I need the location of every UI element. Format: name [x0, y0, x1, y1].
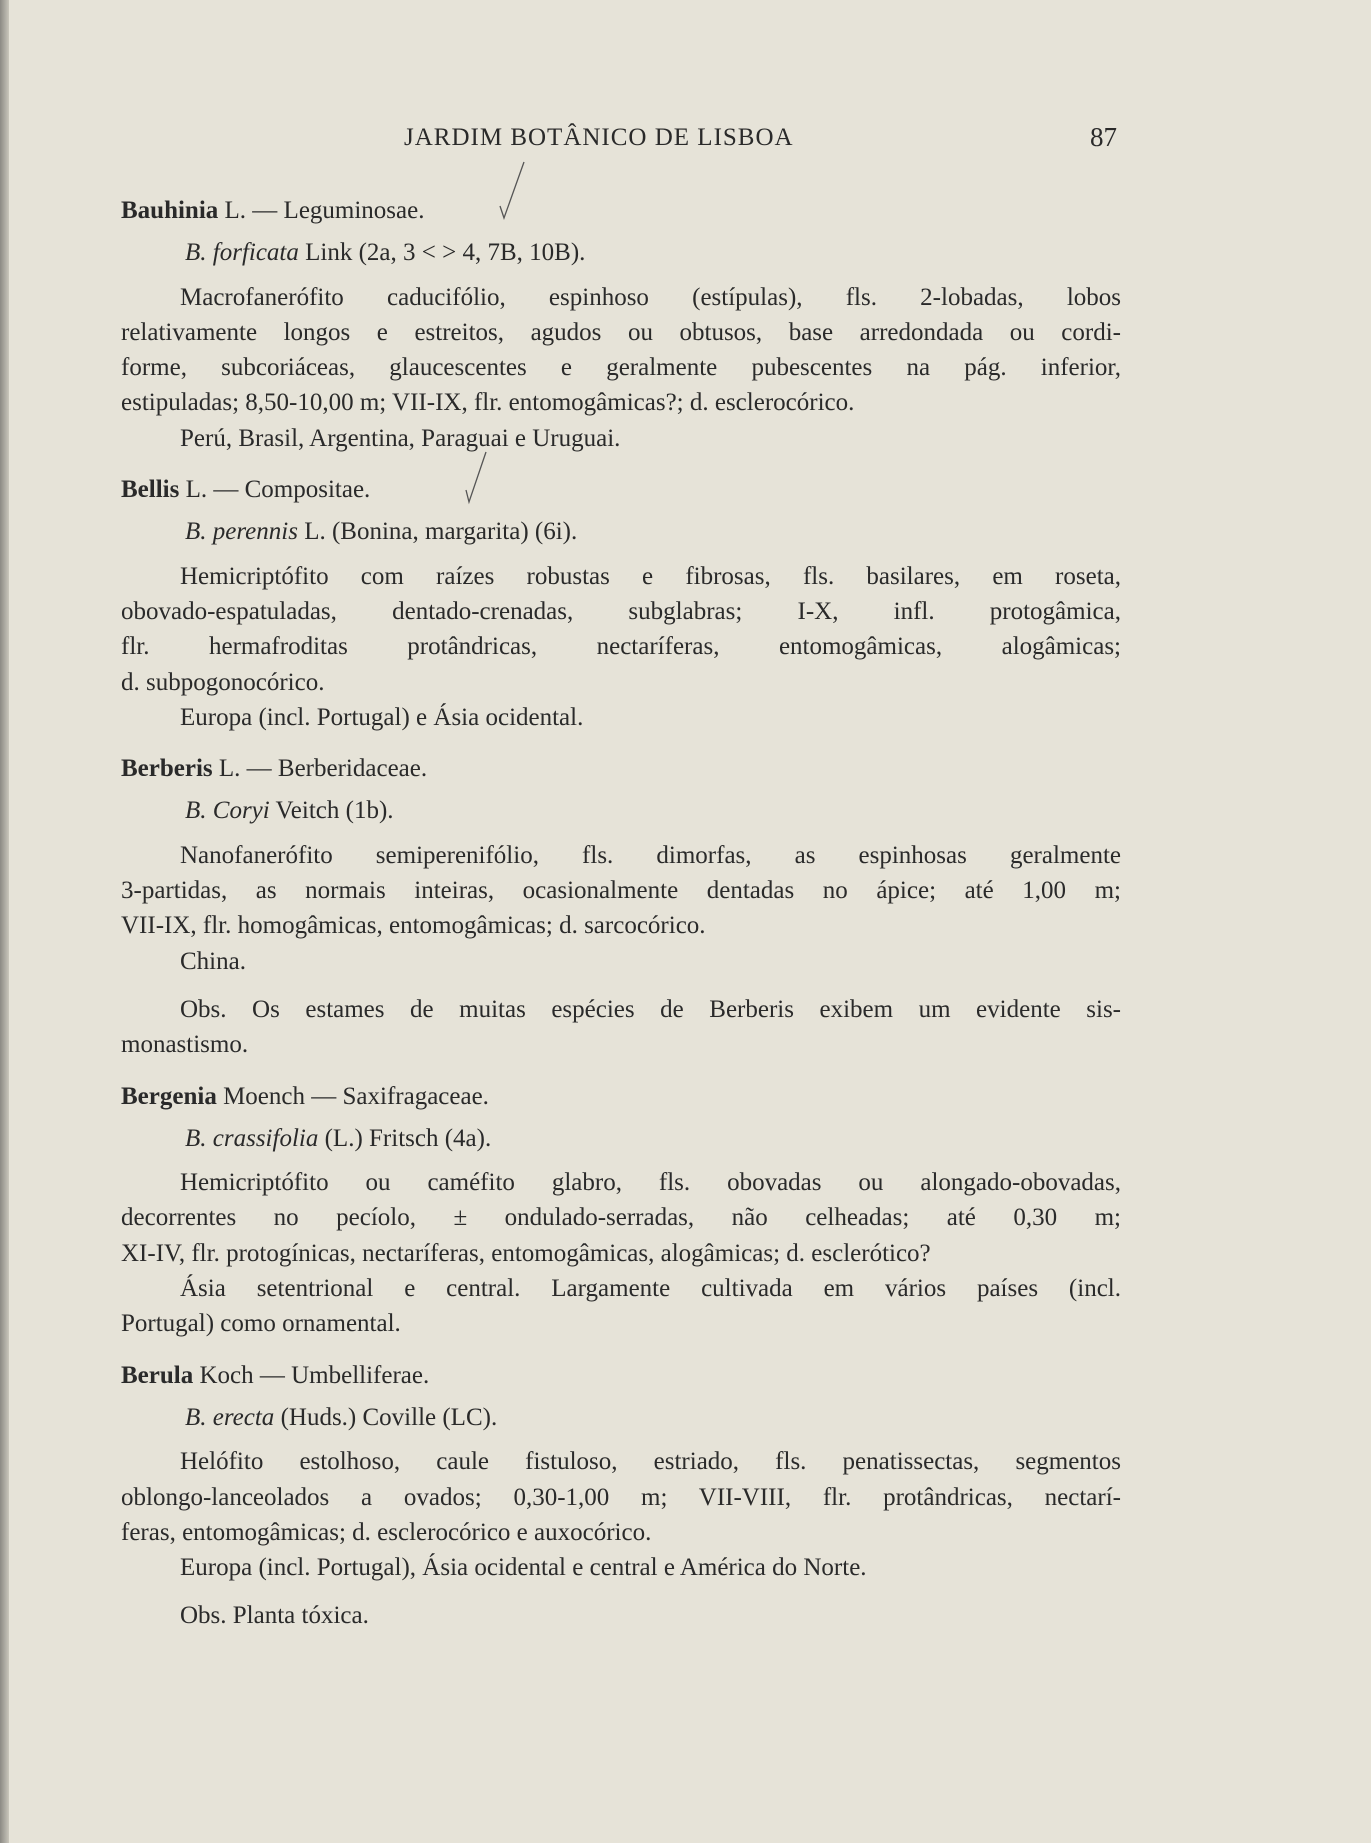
observation-paragraph — [121, 992, 1121, 1063]
text-line: flr. hermafroditas protândricas, nectaríferas, entomogâmicas, alogâmicas; — [121, 633, 1121, 661]
header-title: JARDIM BOTÂNICO DE LISBOA — [404, 124, 794, 151]
text-line: Nanofanerófito semiperenifólio, fls. dimorfas, as espinhosas geralmente — [180, 841, 1121, 869]
genus-name: Berberis — [121, 755, 213, 783]
description-paragraph — [121, 559, 1121, 700]
species-heading — [121, 793, 1121, 828]
text-line: Europa (incl. Portugal), Ásia ocidental e central e América do Norte. — [180, 1554, 867, 1582]
species-heading — [121, 514, 1121, 549]
text-line: relativamente longos e estreitos, agudos ou obtusos, base arredondada ou cordi- — [121, 318, 1121, 346]
text-line: Europa (incl. Portugal) e Ásia ocidental. — [180, 703, 584, 731]
genus-author-family: Koch — Umbelliferae. — [193, 1361, 430, 1389]
observation-paragraph — [121, 1598, 1121, 1633]
description-paragraph — [121, 1271, 1121, 1342]
description-paragraph — [121, 944, 1121, 979]
description-paragraph — [121, 1444, 1121, 1550]
text-line: Macrofanerófito caducifólio, espinhoso (estípulas), fls. 2-lobadas, lobos — [180, 283, 1121, 311]
species-authority: (L.) Fritsch (4a). — [318, 1124, 492, 1152]
text-line: d. subpogonocórico. — [121, 668, 325, 696]
species-name: B. crassifolia — [185, 1124, 319, 1152]
text-line: Hemicriptófito ou caméfito glabro, fls. obovadas ou alongado-obovadas, — [180, 1169, 1121, 1197]
species-name: B. perennis — [185, 518, 298, 546]
page-number: 87 — [1090, 122, 1117, 152]
description-paragraph — [121, 1165, 1121, 1271]
genus-heading — [121, 193, 1121, 228]
text-line: XI-IV, flr. protogínicas, nectaríferas, entomogâmicas, alogâmicas; d. esclerótico? — [121, 1239, 931, 1267]
species-name: B. erecta — [185, 1403, 275, 1431]
text-line: China. — [180, 947, 246, 975]
description-paragraph — [121, 838, 1121, 944]
genus-entry — [121, 193, 1121, 456]
species-heading — [121, 235, 1121, 270]
description-paragraph — [121, 1550, 1121, 1585]
species-name: B. forficata — [185, 239, 299, 267]
species-heading — [121, 1121, 1121, 1156]
genus-author-family: L. — Berberidaceae. — [212, 755, 428, 783]
text-line: Hemicriptófito com raízes robustas e fibrosas, fls. basilares, em roseta, — [180, 562, 1121, 590]
genus-entry — [121, 1358, 1121, 1634]
species-authority: Link (2a, 3 < > 4, 7B, 10B). — [298, 239, 586, 267]
genus-entry — [121, 1079, 1121, 1342]
species-authority: (Huds.) Coville (LC). — [274, 1403, 498, 1431]
genus-heading — [121, 751, 1121, 786]
text-line: 3-partidas, as normais inteiras, ocasionalmente dentadas no ápice; até 1,00 m; — [121, 877, 1121, 905]
genus-author-family: L. — Compositae. — [179, 476, 371, 504]
text-line: estipuladas; 8,50-10,00 m; VII-IX, flr. entomogâmicas?; d. esclerocórico. — [121, 389, 855, 417]
text-line: Portugal) como ornamental. — [121, 1310, 401, 1338]
species-name: B. Coryi — [185, 797, 270, 825]
running-header — [0, 120, 1371, 155]
text-line: Ásia setentrional e central. Largamente cultivada em vários países (incl. — [180, 1275, 1121, 1303]
text-line: Obs. Planta tóxica. — [180, 1602, 369, 1630]
text-line: forme, subcoriáceas, glaucescentes e geralmente pubescentes na pág. inferior, — [121, 354, 1121, 382]
genus-heading — [121, 1358, 1121, 1393]
genus-name: Bauhinia — [121, 197, 219, 224]
species-authority: L. (Bonina, margarita) (6i). — [297, 518, 578, 546]
text-line: feras, entomogâmicas; d. esclerocórico e auxocórico. — [121, 1518, 652, 1546]
species-heading — [121, 1400, 1121, 1435]
description-paragraph — [121, 421, 1121, 456]
genus-entry — [121, 472, 1121, 735]
genus-name: Berula — [121, 1361, 194, 1389]
description-paragraph — [121, 280, 1121, 421]
genus-entry — [121, 751, 1121, 1062]
genus-author-family: L. — Leguminosae. — [218, 197, 425, 224]
genus-author-family: Moench — Saxifragaceae. — [216, 1082, 489, 1110]
genus-heading — [121, 472, 1121, 507]
text-line: Helófito estolhoso, caule fistuloso, estriado, fls. penatissectas, segmentos — [180, 1448, 1121, 1476]
description-paragraph — [121, 700, 1121, 735]
text-line: Obs. Os estames de muitas espécies de Berberis exibem um evidente sis- — [180, 995, 1121, 1023]
genus-name: Bergenia — [121, 1082, 217, 1110]
species-authority: Veitch (1b). — [269, 797, 394, 825]
text-line: Perú, Brasil, Argentina, Paraguai e Uruguai. — [180, 424, 621, 452]
genus-heading — [121, 1079, 1121, 1114]
text-line: monastismo. — [121, 1031, 249, 1059]
scan-edge — [0, 0, 9, 1843]
text-line: VII-IX, flr. homogâmicas, entomogâmicas; d. sarcocórico. — [121, 912, 706, 940]
document-body — [121, 193, 1121, 1634]
genus-name: Bellis — [121, 476, 180, 504]
text-line: oblongo-lanceolados a ovados; 0,30-1,00 m; VII-VIII, flr. protândricas, nectarí- — [121, 1483, 1121, 1511]
text-line: obovado-espatuladas, dentado-crenadas, subglabras; I-X, infl. protogâmica, — [121, 597, 1121, 625]
text-line: decorrentes no pecíolo, ± ondulado-serradas, não celheadas; até 0,30 m; — [121, 1204, 1121, 1232]
